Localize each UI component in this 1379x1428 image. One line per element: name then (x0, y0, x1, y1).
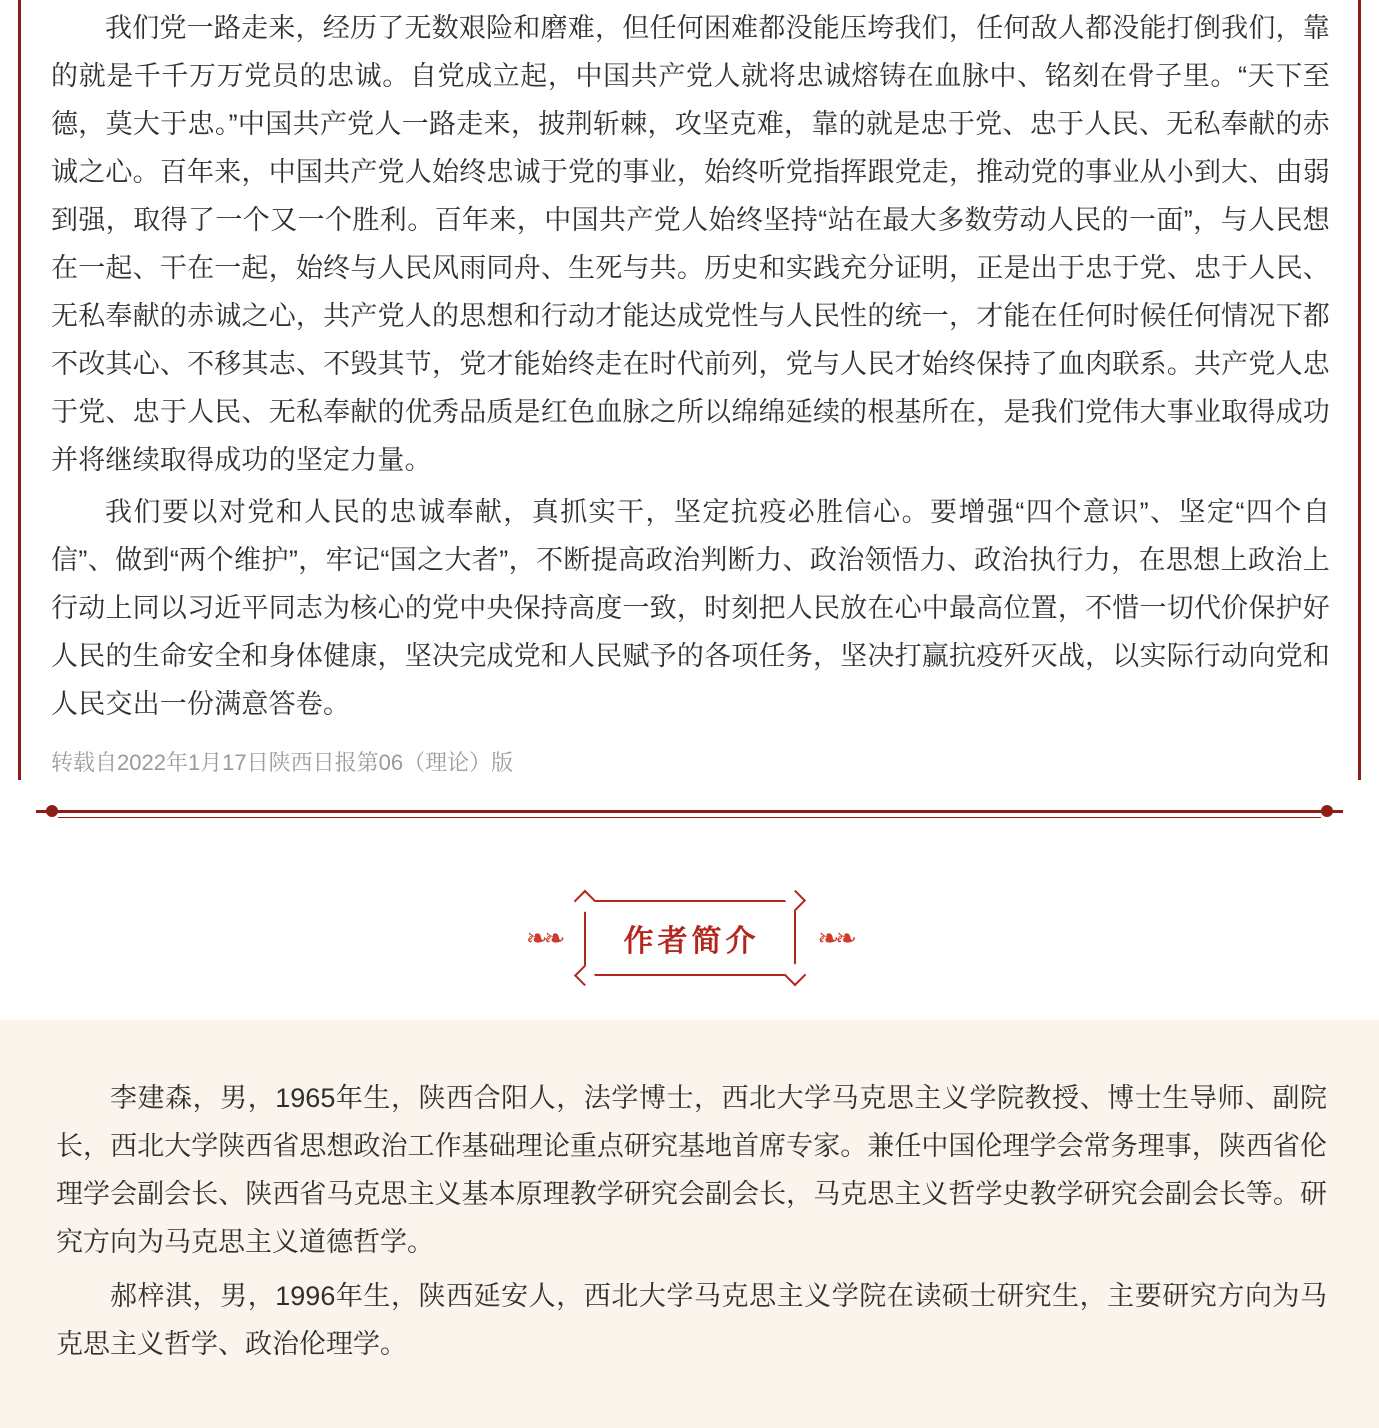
divider-rule-inner (58, 817, 1321, 818)
ornament-right-icon: ❧❧ (817, 923, 854, 953)
ornament-left-icon: ❧❧ (525, 923, 562, 953)
author-intro-heading (0, 900, 1379, 976)
article-paragraph: 我们党一路走来，经历了无数艰险和磨难，但任何困难都没能压垮我们，任何敌人都没能打倒我们，靠的就是千千万万党员的忠诚。自党成立起，中国共产党人就将忠诚熔铸在血脉中、铭刻在骨子里。“天下至德，莫大于忠。”中国共产党人一路走来，披荆斩棘，攻坚克难，靠的就是忠于党、忠于人民、无私奉献的赤诚之心。百年来，中国共产党人始终忠诚于党的事业，始终听党指挥跟党走，推动党的事业从小到大、由弱到强，取得了一个又一个胜利。百年来，中国共产党人始终坚持“站在最大多数劳动人民的一面”，与人民想在一起、干在一起，始终与人民风雨同舟、生死与共。历史和实践充分证明，正是出于忠于党、忠于人民、无私奉献的赤诚之心，共产党人的思想和行动才能达成党性与人民性的统一，才能在任何时候任何情况下都不改其心、不移其志、不毁其节，党才能始终走在时代前列，党与人民才始终保持了血肉联系。共产党人忠于党、忠于人民、无私奉献的优秀品质是红色血脉之所以绵绵延续的根基所在，是我们党伟大事业取得成功并将继续取得成功的坚定力量。 (51, 13, 1330, 475)
section-title-badge (584, 900, 796, 976)
author-bio-section (0, 1020, 1379, 1428)
article-body (51, 4, 1330, 728)
section-title-label: 作者简介 (623, 925, 760, 958)
divider-dot-right-icon (1321, 805, 1333, 817)
section-divider (18, 800, 1361, 840)
article-source: 转载自2022年1月17日陕西日报第06（理论）版 (51, 750, 514, 775)
badge-corner-bl-icon (573, 965, 594, 986)
article-section (18, 0, 1361, 840)
author-bio-paragraph: 李建森，男，1965年生，陕西合阳人，法学博士，西北大学马克思主义学院教授、博士生导师、副院长，西北大学陕西省思想政治工作基础理论重点研究基地首席专家。兼任中国伦理学会常务理事，陕西省伦理学会副会长、陕西省马克思主义基本原理教学研究会副会长，马克思主义哲学史教学研究会副会长等。研究方向为马克思主义道德哲学。 (56, 1083, 1327, 1257)
frame-top-rule (51, 0, 1330, 4)
divider-dot-left-icon (46, 805, 58, 817)
author-bio-paragraph: 郝梓淇，男，1996年生，陕西延安人，西北大学马克思主义学院在读硕士研究生，主要研究方向为马克思主义哲学、政治伦理学。 (56, 1281, 1327, 1359)
divider-rule-outer (36, 810, 1343, 813)
badge-corner-tr-icon (784, 890, 805, 911)
article-paragraph: 我们要以对党和人民的忠诚奉献，真抓实干，坚定抗疫必胜信心。要增强“四个意识”、坚定“四个自信”、做到“两个维护”，牢记“国之大者”，不断提高政治判断力、政治领悟力、政治执行力，在思想上政治上行动上同以习近平同志为核心的党中央保持高度一致，时刻把人民放在心中最高位置，不惜一切代价保护好人民的生命安全和身体健康，坚决完成党和人民赋予的各项任务，坚决打赢抗疫歼灭战，以实际行动向党和人民交出一份满意答卷。 (51, 497, 1330, 719)
author-bio-body (56, 1074, 1327, 1368)
article-frame-inner (18, 0, 1361, 780)
